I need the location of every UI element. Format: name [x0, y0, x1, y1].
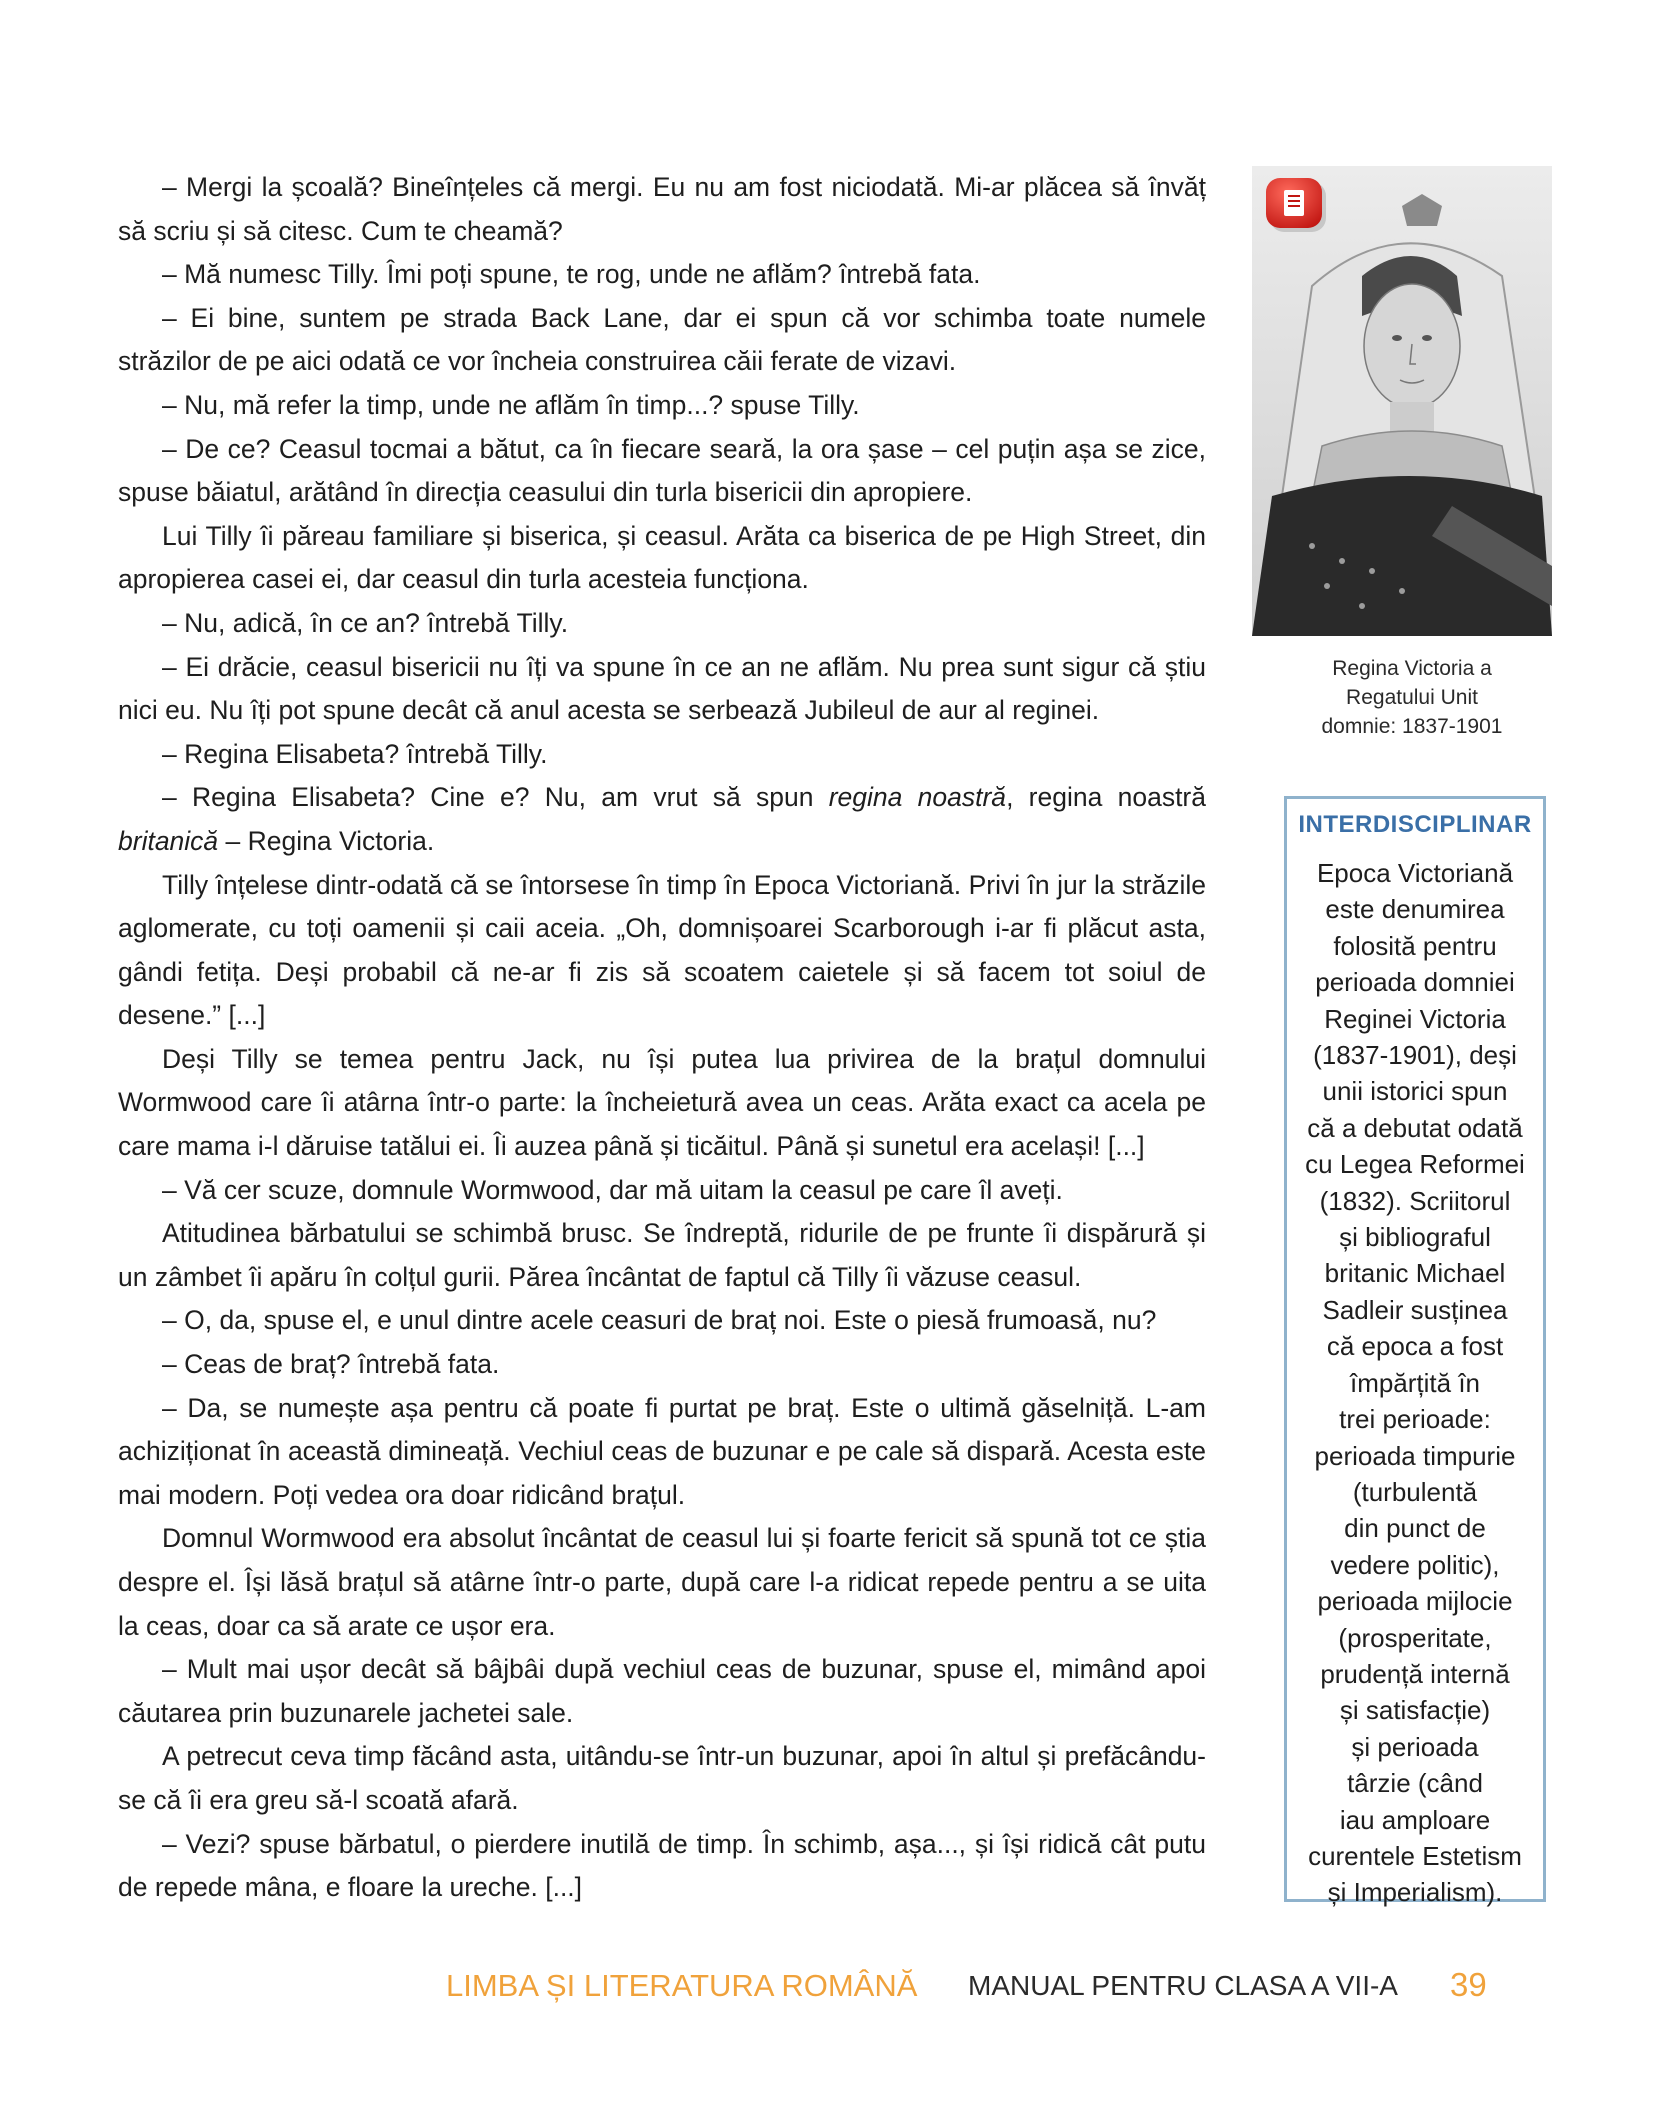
paragraph: – Ceas de braț? întrebă fata. — [162, 1349, 500, 1380]
paragraph: Domnul Wormwood era absolut încântat de ceasul lui și foarte fericit să spună tot ce știa despre el. Își lăsă brațul să atârne într-o parte, după care l-a ridicat repede pentru a se uita la ceas, doar ca să arate ce ușor era. — [118, 1523, 1206, 1641]
emphasis: regina noastră — [828, 782, 1007, 813]
paragraph: Tilly înțelese dintr-odată că se întorsese în timp în Epoca Victoriană. Privi în jur la străzile aglomerate, cu toți oamenii și caii aceia. „Oh, domnișoarei Scarborough i-ar fi plăcut asta, gândi fetița. Deși probabil că ne-ar fi zis să scoatem caietele și să facem tot soiul de desene.” [...] — [118, 869, 1206, 1031]
paragraph: – De ce? Ceasul tocmai a bătut, ca în fiecare seară, la ora șase – cel puțin așa se zice, spuse băiatul, arătând în direcția ceasului din turla bisericii din apropiere. — [118, 433, 1206, 508]
paragraph: – Mergi la școală? Bineînțeles că mergi. Eu nu am fost niciodată. Mi-ar plăcea să învăț să scriu și să citesc. Cum te cheamă? — [118, 172, 1206, 246]
caption-line: Regina Victoria a — [1332, 657, 1492, 680]
box-line: este denumirea — [1325, 894, 1505, 925]
box-line: și satisfacție) — [1339, 1695, 1491, 1726]
box-line: (turbulentă — [1352, 1476, 1478, 1507]
box-line: târzie (când — [1347, 1768, 1483, 1799]
text-run: – Regina Elisabeta? Cine e? Nu, am vrut să spun — [162, 782, 829, 813]
box-line: curentele Estetism — [1308, 1840, 1522, 1871]
box-line: (1832). Scriitorul — [1319, 1185, 1511, 1216]
box-line: (1837-1901), deși — [1313, 1040, 1517, 1071]
box-title: INTERDISCIPLINAR — [1298, 811, 1532, 838]
paragraph: – Ei drăcie, ceasul bisericii nu îți va spune în ce an ne aflăm. Nu prea sunt sigur că știu nici eu. Nu îți pot spune decât că anul acesta se serbează Jubileul de aur al reginei. — [118, 651, 1206, 726]
paragraph: – Da, se numește așa pentru că poate fi purtat pe braț. Este o ultimă găselniță. L-am achiziționat în această dimineață. Vechiul ceas de buzunar e pe cale să dispară. Acesta este mai modern. Poți vedea ora doar ridicând brațul. — [118, 1392, 1206, 1510]
box-line: perioada domniei — [1315, 967, 1515, 998]
interdisciplinary-box — [1284, 796, 1546, 1908]
box-line: și Imperialism). — [1327, 1877, 1503, 1908]
main-text — [118, 166, 1206, 1910]
box-line: împărțită în — [1349, 1367, 1481, 1398]
paragraph: – Vezi? spuse bărbatul, o pierdere inutilă de timp. În schimb, așa..., și își ridică cât putu de repede mâna, e floare la ureche. [...] — [118, 1828, 1206, 1903]
box-text — [1287, 855, 1543, 1911]
footer-manual-title: MANUAL PENTRU CLASA A VII-A — [968, 1970, 1398, 2001]
box-line: că a debutat odată — [1307, 1112, 1523, 1143]
box-line: cu Legea Reformei — [1305, 1149, 1525, 1180]
paragraph: – Nu, adică, în ce an? întrebă Tilly. — [162, 607, 569, 638]
page-footer — [446, 1962, 1486, 2012]
box-line: perioada mijlocie — [1317, 1586, 1513, 1617]
paragraph: – O, da, spuse el, e unul dintre acele ceasuri de braț noi. Este o piesă frumoasă, nu? — [162, 1305, 1157, 1336]
emphasis: britanică — [118, 825, 219, 856]
paragraph: Lui Tilly îi păreau familiare și biserica, și ceasul. Arăta ca biserica de pe High Street, din apropierea casei ei, dar ceasul din turla acesteia funcționa. — [118, 520, 1206, 595]
paragraph: A petrecut ceva timp făcând asta, uitându-se într-un buzunar, apoi în altul și prefăcându-se că îi era greu să-l scoată afară. — [118, 1741, 1206, 1815]
paragraph: – Vă cer scuze, domnule Wormwood, dar mă uitam la ceasul pe care îl aveți. — [162, 1174, 1063, 1205]
paragraph: – Mult mai ușor decât să bâjbâi după vechiul ceas de buzunar, spuse el, mimând apoi căutarea prin buzunarele jachetei sale. — [118, 1654, 1206, 1728]
box-line: Reginei Victoria — [1324, 1003, 1506, 1034]
paragraph: Atitudinea bărbatului se schimbă brusc. Se îndreptă, ridurile de pe frunte îi dispărură și un zâmbet îi apăru în colțul gurii. Părea încântat de faptul că Tilly îi văzuse ceasul. — [118, 1218, 1206, 1292]
box-line: unii istorici spun — [1322, 1076, 1508, 1107]
box-line: Sadleir susținea — [1322, 1294, 1508, 1325]
text-run: , regina noastră — [1006, 782, 1206, 813]
paragraph: – Regina Elisabeta? întrebă Tilly. — [162, 738, 548, 769]
paragraph: – Mă numesc Tilly. Îmi poți spune, te rog, unde ne aflăm? întrebă fata. — [162, 259, 981, 290]
caption-line: Regatului Unit — [1346, 686, 1478, 709]
footer-subject: LIMBA ȘI LITERATURA ROMÂNĂ — [446, 1968, 918, 2003]
box-line: britanic Michael — [1324, 1258, 1506, 1289]
box-line: perioada timpurie — [1314, 1440, 1516, 1471]
paragraph: – Ei bine, suntem pe strada Back Lane, dar ei spun că vor schimba toate numele străzilor de pe aici odată ce vor încheia construirea căii ferate de vizavi. — [118, 302, 1206, 377]
box-line: și perioada — [1351, 1731, 1479, 1762]
portrait-caption — [1262, 654, 1562, 741]
box-line: (prosperitate, — [1338, 1622, 1492, 1653]
caption-line: domnie: 1837-1901 — [1321, 715, 1503, 738]
page-number: 39 — [1450, 1966, 1487, 2003]
box-line: din punct de — [1344, 1513, 1486, 1544]
box-line: trei perioade: — [1339, 1404, 1491, 1435]
paragraph — [118, 776, 1206, 863]
box-line: și bibliograful — [1339, 1222, 1491, 1253]
box-line: folosită pentru — [1333, 930, 1497, 961]
box-line: iau amploare — [1339, 1804, 1491, 1835]
paragraph: Deși Tilly se temea pentru Jack, nu își putea lua privirea de la brațul domnului Wormwood care îi atârna într-o parte: la încheietură avea un ceas. Arăta exact ca acela pe care mama i-l dăruise tatălui ei. Îi auzea până și ticăitul. Până și sunetul era același! [...] — [118, 1043, 1206, 1162]
box-line: că epoca a fost — [1326, 1331, 1504, 1362]
box-line: Epoca Victoriană — [1316, 858, 1514, 888]
box-line: prudență internă — [1320, 1658, 1510, 1689]
paragraph: – Nu, mă refer la timp, unde ne aflăm în timp...? spuse Tilly. — [162, 389, 860, 420]
text-run: – Regina Victoria. — [218, 825, 435, 856]
box-line: vedere politic), — [1330, 1549, 1500, 1580]
ebook-icon[interactable] — [1264, 176, 1330, 238]
